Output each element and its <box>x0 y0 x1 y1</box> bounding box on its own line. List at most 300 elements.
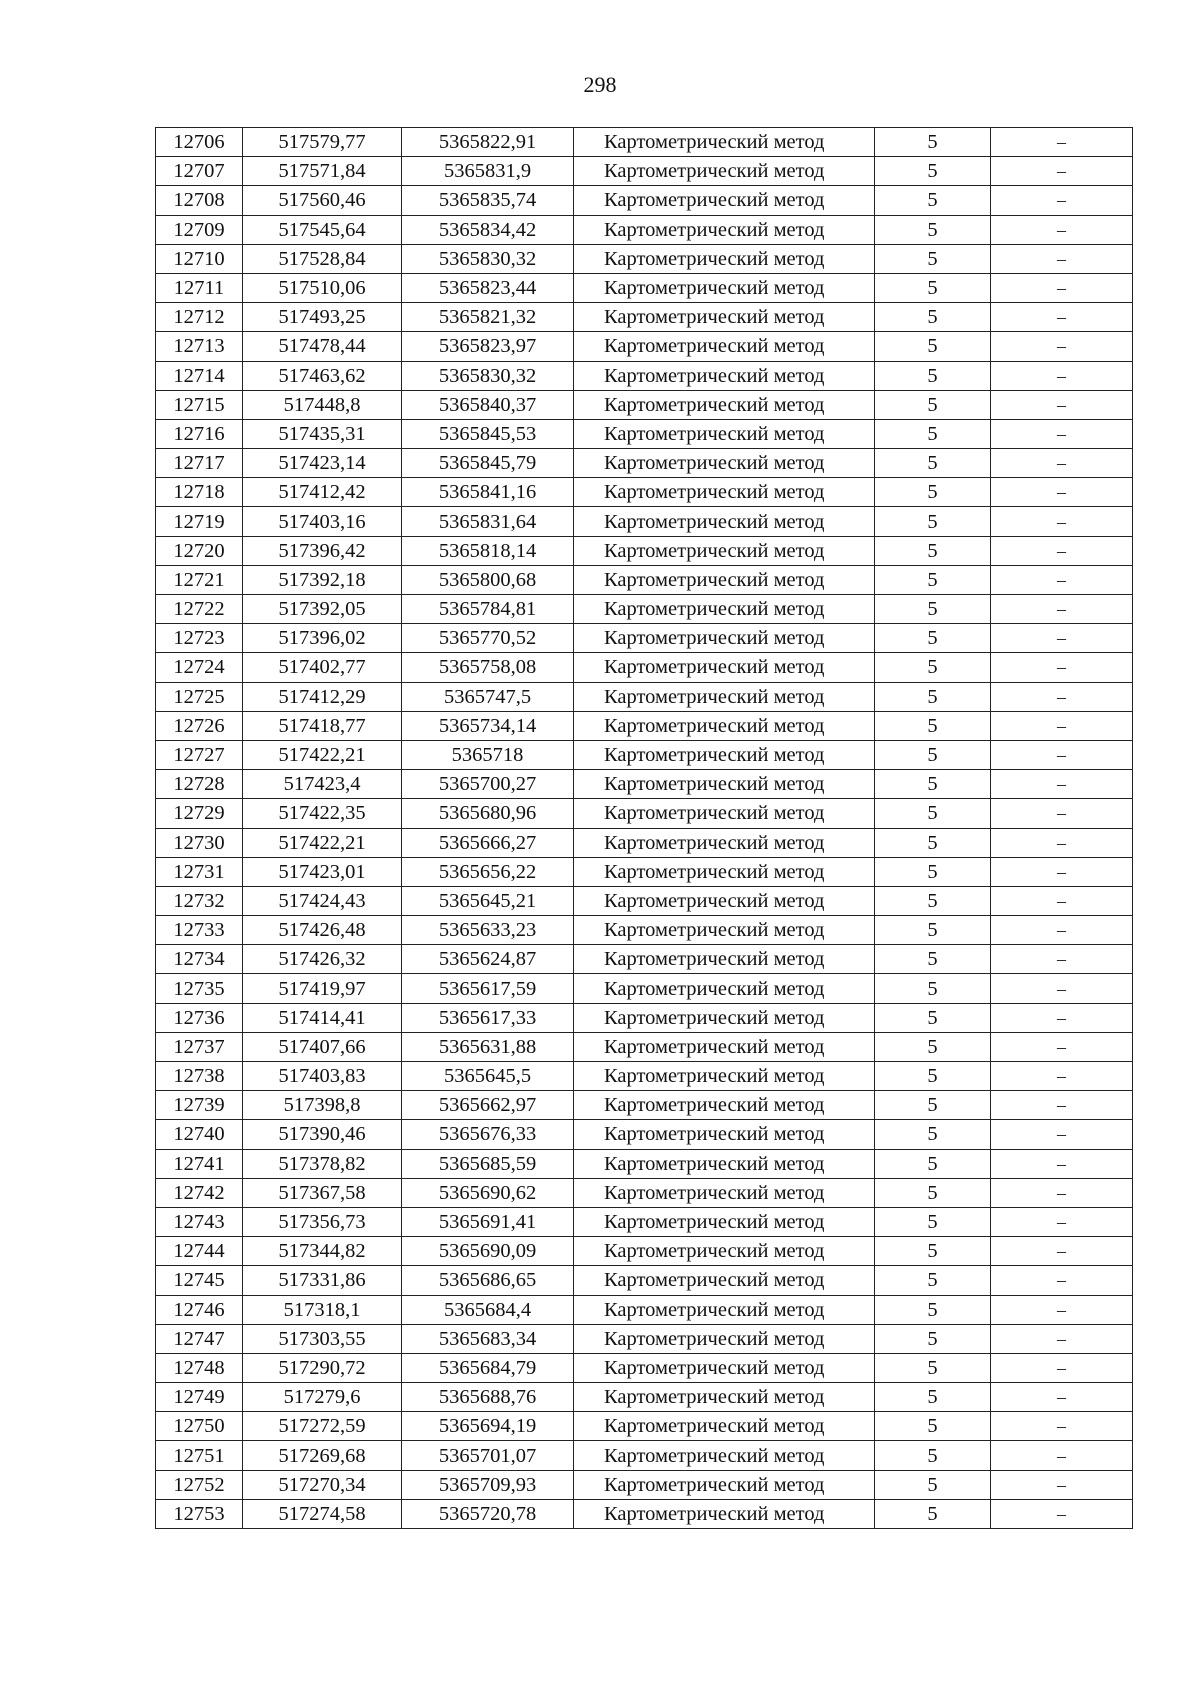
table-row <box>156 303 1133 332</box>
table-row <box>156 478 1133 507</box>
description-cell: – <box>991 595 1133 624</box>
table-row <box>156 916 1133 945</box>
point-number-cell: 12734 <box>156 945 243 974</box>
accuracy-cell: 5 <box>875 478 991 507</box>
y-coordinate-cell: 5365709,93 <box>402 1470 574 1499</box>
table-row <box>156 1441 1133 1470</box>
x-coordinate-cell: 517426,48 <box>243 916 402 945</box>
point-number-cell: 12706 <box>156 128 243 157</box>
method-cell: Картометрический метод <box>574 361 875 390</box>
accuracy-cell: 5 <box>875 244 991 273</box>
method-cell: Картометрический метод <box>574 1499 875 1528</box>
method-cell: Картометрический метод <box>574 186 875 215</box>
accuracy-cell: 5 <box>875 273 991 302</box>
accuracy-cell: 5 <box>875 1062 991 1091</box>
x-coordinate-cell: 517510,06 <box>243 273 402 302</box>
table-row <box>156 653 1133 682</box>
accuracy-cell: 5 <box>875 1237 991 1266</box>
point-number-cell: 12731 <box>156 857 243 886</box>
method-cell: Картометрический метод <box>574 215 875 244</box>
description-cell: – <box>991 449 1133 478</box>
accuracy-cell: 5 <box>875 128 991 157</box>
point-number-cell: 12741 <box>156 1149 243 1178</box>
y-coordinate-cell: 5365831,64 <box>402 507 574 536</box>
description-cell: – <box>991 332 1133 361</box>
y-coordinate-cell: 5365633,23 <box>402 916 574 945</box>
accuracy-cell: 5 <box>875 215 991 244</box>
point-number-cell: 12708 <box>156 186 243 215</box>
table-row <box>156 332 1133 361</box>
y-coordinate-cell: 5365617,59 <box>402 974 574 1003</box>
table-row <box>156 1120 1133 1149</box>
y-coordinate-cell: 5365645,5 <box>402 1062 574 1091</box>
accuracy-cell: 5 <box>875 1324 991 1353</box>
x-coordinate-cell: 517272,59 <box>243 1412 402 1441</box>
x-coordinate-cell: 517392,18 <box>243 565 402 594</box>
table-row <box>156 595 1133 624</box>
point-number-cell: 12715 <box>156 390 243 419</box>
point-number-cell: 12747 <box>156 1324 243 1353</box>
table-row <box>156 624 1133 653</box>
description-cell: – <box>991 244 1133 273</box>
y-coordinate-cell: 5365656,22 <box>402 857 574 886</box>
point-number-cell: 12749 <box>156 1383 243 1412</box>
point-number-cell: 12719 <box>156 507 243 536</box>
accuracy-cell: 5 <box>875 536 991 565</box>
method-cell: Картометрический метод <box>574 857 875 886</box>
accuracy-cell: 5 <box>875 974 991 1003</box>
table-row <box>156 390 1133 419</box>
point-number-cell: 12721 <box>156 565 243 594</box>
x-coordinate-cell: 517463,62 <box>243 361 402 390</box>
point-number-cell: 12718 <box>156 478 243 507</box>
table-row <box>156 449 1133 478</box>
description-cell: – <box>991 857 1133 886</box>
method-cell: Картометрический метод <box>574 682 875 711</box>
table-row <box>156 1499 1133 1528</box>
point-number-cell: 12746 <box>156 1295 243 1324</box>
accuracy-cell: 5 <box>875 799 991 828</box>
y-coordinate-cell: 5365784,81 <box>402 595 574 624</box>
table-row <box>156 770 1133 799</box>
x-coordinate-cell: 517318,1 <box>243 1295 402 1324</box>
table-row <box>156 1003 1133 1032</box>
accuracy-cell: 5 <box>875 653 991 682</box>
x-coordinate-cell: 517423,4 <box>243 770 402 799</box>
table-row <box>156 945 1133 974</box>
x-coordinate-cell: 517414,41 <box>243 1003 402 1032</box>
accuracy-cell: 5 <box>875 1383 991 1412</box>
table-row <box>156 1062 1133 1091</box>
accuracy-cell: 5 <box>875 390 991 419</box>
y-coordinate-cell: 5365624,87 <box>402 945 574 974</box>
method-cell: Картометрический метод <box>574 478 875 507</box>
description-cell: – <box>991 1237 1133 1266</box>
accuracy-cell: 5 <box>875 1499 991 1528</box>
method-cell: Картометрический метод <box>574 1032 875 1061</box>
y-coordinate-cell: 5365845,79 <box>402 449 574 478</box>
description-cell: – <box>991 886 1133 915</box>
method-cell: Картометрический метод <box>574 303 875 332</box>
description-cell: – <box>991 128 1133 157</box>
description-cell: – <box>991 653 1133 682</box>
accuracy-cell: 5 <box>875 332 991 361</box>
y-coordinate-cell: 5365823,97 <box>402 332 574 361</box>
accuracy-cell: 5 <box>875 682 991 711</box>
point-number-cell: 12723 <box>156 624 243 653</box>
y-coordinate-cell: 5365701,07 <box>402 1441 574 1470</box>
point-number-cell: 12716 <box>156 419 243 448</box>
table-row <box>156 682 1133 711</box>
description-cell: – <box>991 1383 1133 1412</box>
description-cell: – <box>991 828 1133 857</box>
x-coordinate-cell: 517571,84 <box>243 157 402 186</box>
y-coordinate-cell: 5365830,32 <box>402 361 574 390</box>
description-cell: – <box>991 1266 1133 1295</box>
y-coordinate-cell: 5365830,32 <box>402 244 574 273</box>
point-number-cell: 12753 <box>156 1499 243 1528</box>
y-coordinate-cell: 5365845,53 <box>402 419 574 448</box>
point-number-cell: 12726 <box>156 711 243 740</box>
accuracy-cell: 5 <box>875 1353 991 1382</box>
x-coordinate-cell: 517412,42 <box>243 478 402 507</box>
method-cell: Картометрический метод <box>574 1353 875 1382</box>
point-number-cell: 12742 <box>156 1178 243 1207</box>
method-cell: Картометрический метод <box>574 507 875 536</box>
point-number-cell: 12711 <box>156 273 243 302</box>
method-cell: Картометрический метод <box>574 1441 875 1470</box>
table-row <box>156 1383 1133 1412</box>
point-number-cell: 12737 <box>156 1032 243 1061</box>
x-coordinate-cell: 517398,8 <box>243 1091 402 1120</box>
accuracy-cell: 5 <box>875 740 991 769</box>
x-coordinate-cell: 517344,82 <box>243 1237 402 1266</box>
x-coordinate-cell: 517392,05 <box>243 595 402 624</box>
description-cell: – <box>991 1470 1133 1499</box>
x-coordinate-cell: 517290,72 <box>243 1353 402 1382</box>
point-number-cell: 12714 <box>156 361 243 390</box>
x-coordinate-cell: 517423,14 <box>243 449 402 478</box>
y-coordinate-cell: 5365758,08 <box>402 653 574 682</box>
description-cell: – <box>991 799 1133 828</box>
method-cell: Картометрический метод <box>574 595 875 624</box>
point-number-cell: 12736 <box>156 1003 243 1032</box>
description-cell: – <box>991 478 1133 507</box>
description-cell: – <box>991 390 1133 419</box>
x-coordinate-cell: 517412,29 <box>243 682 402 711</box>
table-row <box>156 886 1133 915</box>
method-cell: Картометрический метод <box>574 711 875 740</box>
accuracy-cell: 5 <box>875 1295 991 1324</box>
point-number-cell: 12727 <box>156 740 243 769</box>
description-cell: – <box>991 273 1133 302</box>
accuracy-cell: 5 <box>875 624 991 653</box>
point-number-cell: 12751 <box>156 1441 243 1470</box>
x-coordinate-cell: 517419,97 <box>243 974 402 1003</box>
method-cell: Картометрический метод <box>574 945 875 974</box>
method-cell: Картометрический метод <box>574 828 875 857</box>
accuracy-cell: 5 <box>875 886 991 915</box>
point-number-cell: 12750 <box>156 1412 243 1441</box>
point-number-cell: 12735 <box>156 974 243 1003</box>
point-number-cell: 12710 <box>156 244 243 273</box>
point-number-cell: 12729 <box>156 799 243 828</box>
table-row <box>156 186 1133 215</box>
accuracy-cell: 5 <box>875 1120 991 1149</box>
x-coordinate-cell: 517435,31 <box>243 419 402 448</box>
point-number-cell: 12725 <box>156 682 243 711</box>
x-coordinate-cell: 517367,58 <box>243 1178 402 1207</box>
x-coordinate-cell: 517279,6 <box>243 1383 402 1412</box>
description-cell: – <box>991 1062 1133 1091</box>
table-row <box>156 711 1133 740</box>
y-coordinate-cell: 5365734,14 <box>402 711 574 740</box>
y-coordinate-cell: 5365834,42 <box>402 215 574 244</box>
y-coordinate-cell: 5365688,76 <box>402 1383 574 1412</box>
y-coordinate-cell: 5365666,27 <box>402 828 574 857</box>
method-cell: Картометрический метод <box>574 128 875 157</box>
table-row <box>156 740 1133 769</box>
method-cell: Картометрический метод <box>574 1412 875 1441</box>
x-coordinate-cell: 517418,77 <box>243 711 402 740</box>
x-coordinate-cell: 517448,8 <box>243 390 402 419</box>
accuracy-cell: 5 <box>875 828 991 857</box>
y-coordinate-cell: 5365684,4 <box>402 1295 574 1324</box>
description-cell: – <box>991 1324 1133 1353</box>
y-coordinate-cell: 5365700,27 <box>402 770 574 799</box>
point-number-cell: 12738 <box>156 1062 243 1091</box>
table-row <box>156 128 1133 157</box>
y-coordinate-cell: 5365686,65 <box>402 1266 574 1295</box>
y-coordinate-cell: 5365800,68 <box>402 565 574 594</box>
x-coordinate-cell: 517274,58 <box>243 1499 402 1528</box>
description-cell: – <box>991 1207 1133 1236</box>
method-cell: Картометрический метод <box>574 1295 875 1324</box>
x-coordinate-cell: 517403,16 <box>243 507 402 536</box>
method-cell: Картометрический метод <box>574 1383 875 1412</box>
y-coordinate-cell: 5365694,19 <box>402 1412 574 1441</box>
description-cell: – <box>991 1003 1133 1032</box>
y-coordinate-cell: 5365691,41 <box>402 1207 574 1236</box>
accuracy-cell: 5 <box>875 1003 991 1032</box>
description-cell: – <box>991 1032 1133 1061</box>
table-row <box>156 1178 1133 1207</box>
method-cell: Картометрический метод <box>574 653 875 682</box>
method-cell: Картометрический метод <box>574 886 875 915</box>
table-row <box>156 1091 1133 1120</box>
accuracy-cell: 5 <box>875 303 991 332</box>
accuracy-cell: 5 <box>875 595 991 624</box>
method-cell: Картометрический метод <box>574 1207 875 1236</box>
description-cell: – <box>991 565 1133 594</box>
description-cell: – <box>991 711 1133 740</box>
y-coordinate-cell: 5365747,5 <box>402 682 574 711</box>
description-cell: – <box>991 916 1133 945</box>
accuracy-cell: 5 <box>875 1149 991 1178</box>
y-coordinate-cell: 5365645,21 <box>402 886 574 915</box>
x-coordinate-cell: 517303,55 <box>243 1324 402 1353</box>
table-row <box>156 857 1133 886</box>
description-cell: – <box>991 1091 1133 1120</box>
method-cell: Картометрический метод <box>574 1266 875 1295</box>
x-coordinate-cell: 517390,46 <box>243 1120 402 1149</box>
y-coordinate-cell: 5365818,14 <box>402 536 574 565</box>
description-cell: – <box>991 770 1133 799</box>
method-cell: Картометрический метод <box>574 536 875 565</box>
table-row <box>156 215 1133 244</box>
table-row <box>156 828 1133 857</box>
description-cell: – <box>991 1499 1133 1528</box>
point-number-cell: 12728 <box>156 770 243 799</box>
accuracy-cell: 5 <box>875 945 991 974</box>
y-coordinate-cell: 5365720,78 <box>402 1499 574 1528</box>
accuracy-cell: 5 <box>875 1470 991 1499</box>
x-coordinate-cell: 517478,44 <box>243 332 402 361</box>
point-number-cell: 12717 <box>156 449 243 478</box>
description-cell: – <box>991 1178 1133 1207</box>
table-row <box>156 1295 1133 1324</box>
description-cell: – <box>991 1120 1133 1149</box>
method-cell: Картометрический метод <box>574 1470 875 1499</box>
coordinates-table <box>155 127 1133 1529</box>
x-coordinate-cell: 517269,68 <box>243 1441 402 1470</box>
table-row <box>156 1266 1133 1295</box>
point-number-cell: 12720 <box>156 536 243 565</box>
accuracy-cell: 5 <box>875 1441 991 1470</box>
y-coordinate-cell: 5365617,33 <box>402 1003 574 1032</box>
accuracy-cell: 5 <box>875 1266 991 1295</box>
x-coordinate-cell: 517545,64 <box>243 215 402 244</box>
method-cell: Картометрический метод <box>574 1178 875 1207</box>
accuracy-cell: 5 <box>875 1032 991 1061</box>
x-coordinate-cell: 517422,35 <box>243 799 402 828</box>
method-cell: Картометрический метод <box>574 390 875 419</box>
x-coordinate-cell: 517528,84 <box>243 244 402 273</box>
point-number-cell: 12733 <box>156 916 243 945</box>
x-coordinate-cell: 517560,46 <box>243 186 402 215</box>
point-number-cell: 12724 <box>156 653 243 682</box>
x-coordinate-cell: 517331,86 <box>243 1266 402 1295</box>
accuracy-cell: 5 <box>875 565 991 594</box>
description-cell: – <box>991 303 1133 332</box>
description-cell: – <box>991 624 1133 653</box>
y-coordinate-cell: 5365718 <box>402 740 574 769</box>
x-coordinate-cell: 517356,73 <box>243 1207 402 1236</box>
y-coordinate-cell: 5365683,34 <box>402 1324 574 1353</box>
description-cell: – <box>991 1441 1133 1470</box>
point-number-cell: 12707 <box>156 157 243 186</box>
method-cell: Картометрический метод <box>574 799 875 828</box>
point-number-cell: 12752 <box>156 1470 243 1499</box>
table-row <box>156 244 1133 273</box>
accuracy-cell: 5 <box>875 157 991 186</box>
description-cell: – <box>991 945 1133 974</box>
method-cell: Картометрический метод <box>574 1091 875 1120</box>
y-coordinate-cell: 5365680,96 <box>402 799 574 828</box>
y-coordinate-cell: 5365835,74 <box>402 186 574 215</box>
y-coordinate-cell: 5365821,32 <box>402 303 574 332</box>
y-coordinate-cell: 5365690,09 <box>402 1237 574 1266</box>
description-cell: – <box>991 186 1133 215</box>
description-cell: – <box>991 1295 1133 1324</box>
y-coordinate-cell: 5365841,16 <box>402 478 574 507</box>
y-coordinate-cell: 5365822,91 <box>402 128 574 157</box>
point-number-cell: 12722 <box>156 595 243 624</box>
table-row <box>156 1149 1133 1178</box>
method-cell: Картометрический метод <box>574 244 875 273</box>
method-cell: Картометрический метод <box>574 1324 875 1353</box>
point-number-cell: 12744 <box>156 1237 243 1266</box>
method-cell: Картометрический метод <box>574 1237 875 1266</box>
table-row <box>156 1237 1133 1266</box>
x-coordinate-cell: 517422,21 <box>243 828 402 857</box>
x-coordinate-cell: 517423,01 <box>243 857 402 886</box>
method-cell: Картометрический метод <box>574 273 875 302</box>
point-number-cell: 12745 <box>156 1266 243 1295</box>
y-coordinate-cell: 5365676,33 <box>402 1120 574 1149</box>
table-row <box>156 565 1133 594</box>
accuracy-cell: 5 <box>875 449 991 478</box>
point-number-cell: 12743 <box>156 1207 243 1236</box>
point-number-cell: 12713 <box>156 332 243 361</box>
table-row <box>156 1412 1133 1441</box>
method-cell: Картометрический метод <box>574 449 875 478</box>
description-cell: – <box>991 1353 1133 1382</box>
method-cell: Картометрический метод <box>574 624 875 653</box>
method-cell: Картометрический метод <box>574 1120 875 1149</box>
table-row <box>156 799 1133 828</box>
accuracy-cell: 5 <box>875 186 991 215</box>
table-row <box>156 273 1133 302</box>
x-coordinate-cell: 517396,02 <box>243 624 402 653</box>
x-coordinate-cell: 517407,66 <box>243 1032 402 1061</box>
x-coordinate-cell: 517426,32 <box>243 945 402 974</box>
description-cell: – <box>991 536 1133 565</box>
accuracy-cell: 5 <box>875 361 991 390</box>
method-cell: Картометрический метод <box>574 332 875 361</box>
point-number-cell: 12709 <box>156 215 243 244</box>
x-coordinate-cell: 517270,34 <box>243 1470 402 1499</box>
y-coordinate-cell: 5365690,62 <box>402 1178 574 1207</box>
table-row <box>156 1207 1133 1236</box>
y-coordinate-cell: 5365631,88 <box>402 1032 574 1061</box>
method-cell: Картометрический метод <box>574 974 875 1003</box>
x-coordinate-cell: 517422,21 <box>243 740 402 769</box>
x-coordinate-cell: 517403,83 <box>243 1062 402 1091</box>
table-row <box>156 1324 1133 1353</box>
table-row <box>156 419 1133 448</box>
point-number-cell: 12748 <box>156 1353 243 1382</box>
description-cell: – <box>991 1412 1133 1441</box>
method-cell: Картометрический метод <box>574 740 875 769</box>
point-number-cell: 12712 <box>156 303 243 332</box>
page-number: 298 <box>583 72 617 97</box>
table-row <box>156 157 1133 186</box>
y-coordinate-cell: 5365840,37 <box>402 390 574 419</box>
description-cell: – <box>991 361 1133 390</box>
description-cell: – <box>991 215 1133 244</box>
point-number-cell: 12740 <box>156 1120 243 1149</box>
y-coordinate-cell: 5365684,79 <box>402 1353 574 1382</box>
method-cell: Картометрический метод <box>574 1062 875 1091</box>
accuracy-cell: 5 <box>875 1412 991 1441</box>
description-cell: – <box>991 1149 1133 1178</box>
method-cell: Картометрический метод <box>574 565 875 594</box>
table-row <box>156 1353 1133 1382</box>
y-coordinate-cell: 5365662,97 <box>402 1091 574 1120</box>
accuracy-cell: 5 <box>875 507 991 536</box>
accuracy-cell: 5 <box>875 1207 991 1236</box>
